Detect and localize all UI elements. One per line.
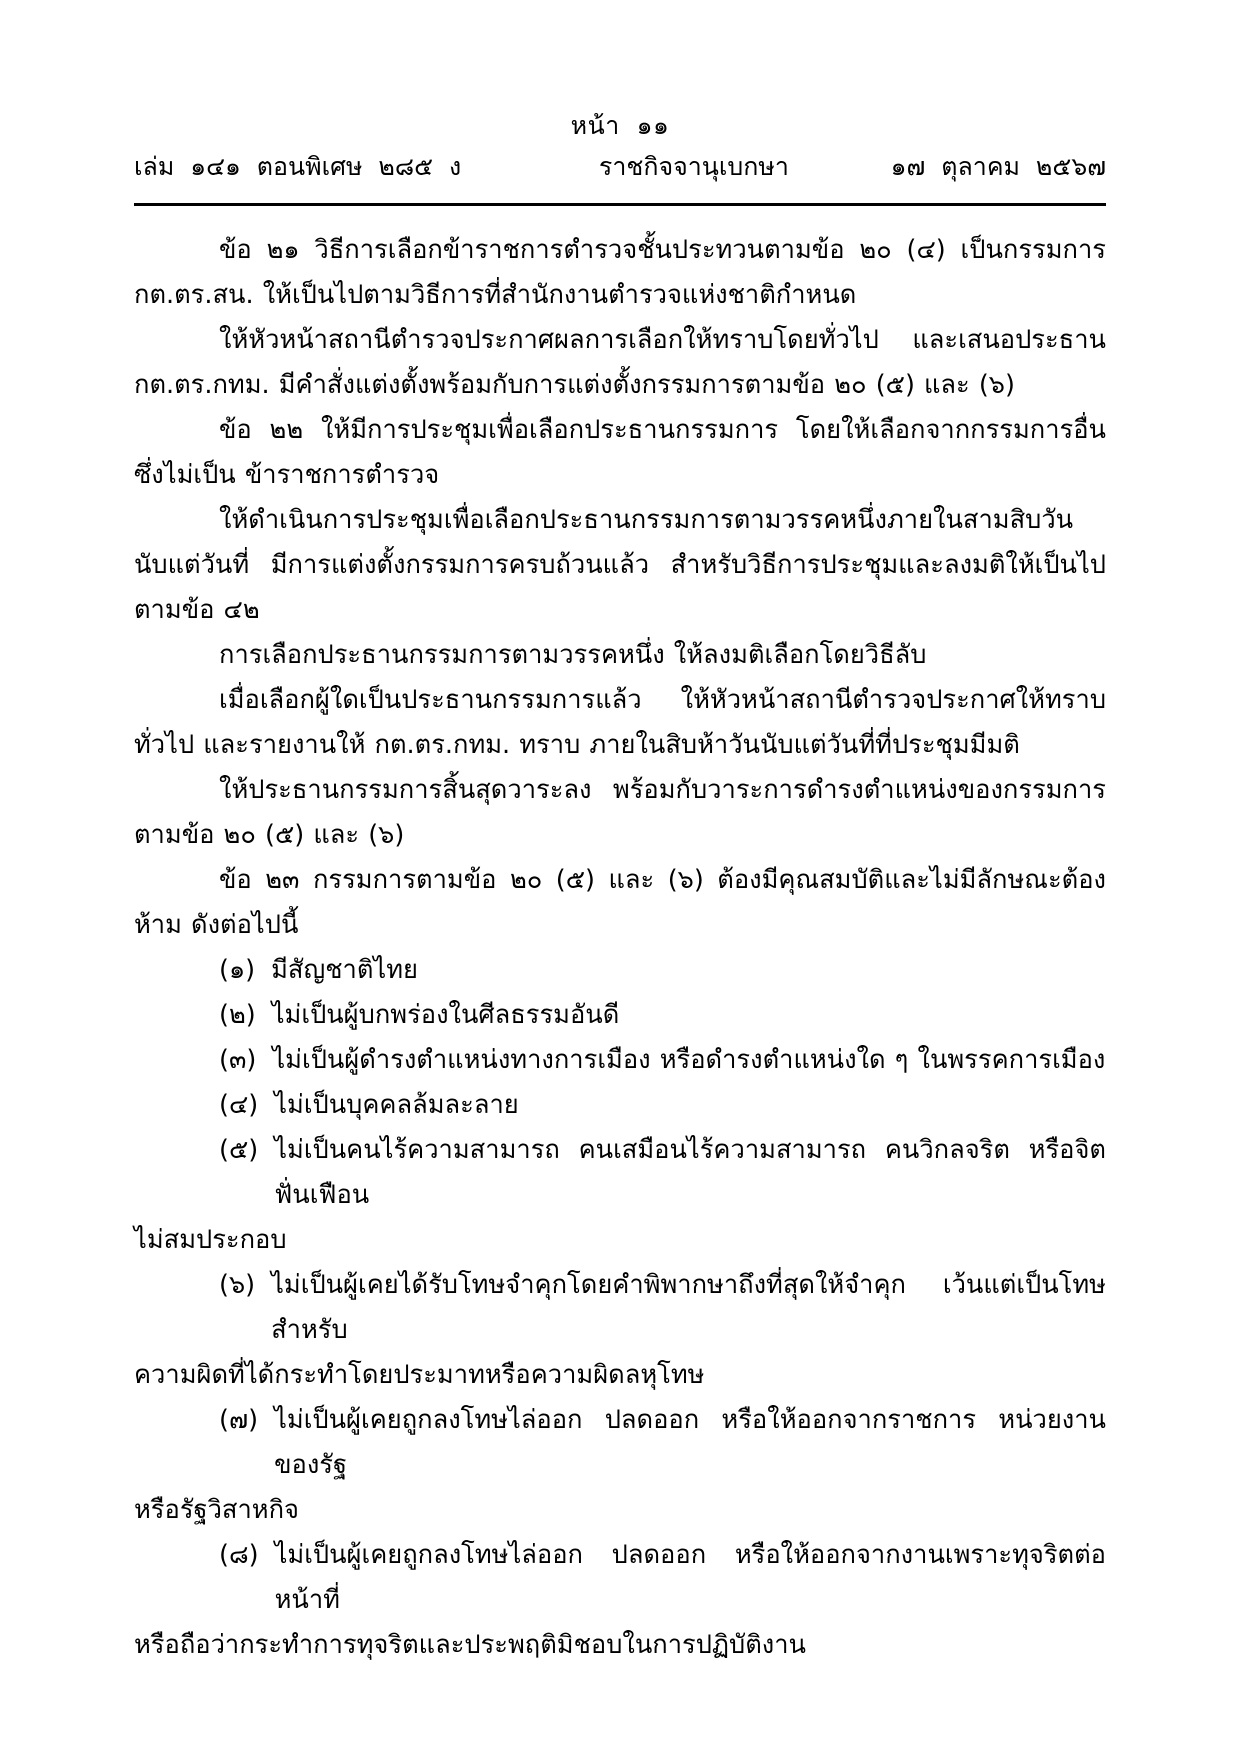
sub-clause-marker: (๒) <box>219 1000 256 1030</box>
paragraph-clause-22-5 <box>134 768 1106 858</box>
sub-clause-item <box>134 948 1106 993</box>
sub-clause-text: ไม่เป็นผู้เคยถูกลงโทษไล่ออก ปลดออก หรือให้ออกจากงานเพราะทุจริตต่อหน้าที่ <box>274 1540 1106 1615</box>
sub-clause-continuation: ไม่สมประกอบ <box>134 1225 287 1255</box>
paragraph-clause-23 <box>134 858 1106 948</box>
sub-clause-marker: (๘) <box>219 1540 259 1570</box>
sub-clause-marker: (๖) <box>219 1270 256 1300</box>
paragraph-line: ข้าราชการตำรวจ <box>244 460 440 490</box>
paragraph-line: ข้อ ๒๒ ให้มีการประชุมเพื่อเลือกประธานกรรมการ โดยให้เลือกจากกรรมการอื่นซึ่งไม่เป็น <box>134 415 1106 490</box>
sub-clause-text: ไม่เป็นผู้เคยได้รับโทษจำคุกโดยคำพิพากษาถึงที่สุดให้จำคุก เว้นแต่เป็นโทษสำหรับ <box>271 1270 1106 1345</box>
sub-clause-text: ไม่เป็นคนไร้ความสามารถ คนเสมือนไร้ความสามารถ คนวิกลจริต หรือจิตฟั่นเฟือน <box>274 1135 1106 1210</box>
sub-clause-text: ไม่เป็นผู้เคยถูกลงโทษไล่ออก ปลดออก หรือให้ออกจากราชการ หน่วยงานของรัฐ <box>274 1405 1106 1480</box>
sub-clause-text: ไม่เป็นบุคคลล้มละลาย <box>274 1090 519 1120</box>
paragraph-clause-21 <box>134 228 1106 318</box>
header-columns <box>134 149 1106 184</box>
sub-clause-item <box>134 1398 1106 1488</box>
sub-clause-item <box>134 1128 1106 1218</box>
paragraph-line: ให้ดำเนินการประชุมเพื่อเลือกประธานกรรมการตามวรรคหนึ่งภายในสามสิบวันนับแต่วันที่ <box>134 505 1074 580</box>
sub-clause-item <box>134 1263 1106 1353</box>
paragraph-line: (๕) และ (๖) <box>265 820 405 850</box>
sub-clause-text: ไม่เป็นผู้ดำรงตำแหน่งทางการเมือง หรือดำรงตำแหน่งใด ๆ ในพรรคการเมือง <box>272 1045 1106 1075</box>
paragraph-clause-22 <box>134 408 1106 498</box>
paragraph-line: มีการแต่งตั้งกรรมการครบถ้วนแล้ว สำหรับวิธีการประชุมและลงมติให้เป็นไปตามข้อ ๔๒ <box>134 550 1106 625</box>
sub-clause-item <box>134 1533 1106 1623</box>
sub-clause-marker: (๑) <box>219 955 256 985</box>
paragraph-line: ดังต่อไปนี้ <box>191 910 299 940</box>
sub-clause-marker: (๔) <box>219 1090 259 1120</box>
publication-date-label: ๑๗ ตุลาคม ๒๕๖๗ <box>890 152 1106 181</box>
sub-clause-continuation: หรือถือว่ากระทำการทุจริตและประพฤติมิชอบในการปฏิบัติงาน <box>134 1630 806 1660</box>
paragraph-line: ข้อ ๒๓ กรรมการตามข้อ ๒๐ (๕) และ (๖) ต้องมีคุณสมบัติและไม่มีลักษณะต้องห้าม <box>134 865 1106 940</box>
paragraph-line: และรายงานให้ กต.ตร.กทม. ทราบ ภายในสิบห้าวันนับแต่วันที่ที่ประชุมมีมติ <box>203 730 1020 760</box>
publication-title: ราชกิจจานุเบกษา <box>598 152 789 181</box>
paragraph-clause-21-2 <box>134 318 1106 408</box>
paragraph-clause-22-3 <box>134 633 1106 678</box>
sub-clause-continuation: ความผิดที่ได้กระทำโดยประมาทหรือความผิดลหุโทษ <box>134 1360 705 1390</box>
volume-issue-label: เล่ม ๑๔๑ ตอนพิเศษ ๒๘๕ ง <box>134 152 462 181</box>
sub-clause-text: ไม่เป็นผู้บกพร่องในศีลธรรมอันดี <box>271 1000 620 1030</box>
paragraph-line: ให้หัวหน้าสถานีตำรวจประกาศผลการเลือกให้ทราบโดยทั่วไป และเสนอประธาน กต.ตร.กทม. <box>134 325 1106 400</box>
sub-clause-marker: (๓) <box>219 1045 257 1075</box>
sub-clause-continuation: หรือรัฐวิสาหกิจ <box>134 1495 299 1525</box>
paragraph-line: ให้เป็นไปตามวิธีการที่สำนักงานตำรวจแห่งชาติกำหนด <box>262 280 857 310</box>
paragraph-line: เมื่อเลือกผู้ใดเป็นประธานกรรมการแล้ว ให้หัวหน้าสถานีตำรวจประกาศให้ทราบทั่วไป <box>134 685 1106 760</box>
document-body <box>134 228 1106 1668</box>
header-divider <box>134 203 1106 206</box>
sub-clause-marker: (๕) <box>219 1135 259 1165</box>
gazette-header <box>134 108 1106 184</box>
sub-clause-marker: (๗) <box>219 1405 259 1435</box>
sub-clause-text: มีสัญชาติไทย <box>271 955 418 985</box>
paragraph-clause-22-2 <box>134 498 1106 633</box>
paragraph-line: ให้ประธานกรรมการสิ้นสุดวาระลง พร้อมกับวาระการดำรงตำแหน่งของกรรมการตามข้อ ๒๐ <box>134 775 1106 850</box>
paragraph-line: มีคำสั่งแต่งตั้งพร้อมกับการแต่งตั้งกรรมการตามข้อ ๒๐ (๕) และ (๖) <box>278 370 1015 400</box>
sub-clause-item <box>134 1038 1106 1083</box>
paragraph-line: การเลือกประธานกรรมการตามวรรคหนึ่ง ให้ลงมติเลือกโดยวิธีลับ <box>219 640 927 670</box>
page-number-label: หน้า ๑๑ <box>570 111 670 140</box>
paragraph-line: ข้อ ๒๑ วิธีการเลือกข้าราชการตำรวจชั้นประทวนตามข้อ ๒๐ (๔) เป็นกรรมการ กต.ตร.สน. <box>134 235 1106 310</box>
sub-clause-item <box>134 1083 1106 1128</box>
sub-clause-item <box>134 993 1106 1038</box>
paragraph-clause-22-4 <box>134 678 1106 768</box>
